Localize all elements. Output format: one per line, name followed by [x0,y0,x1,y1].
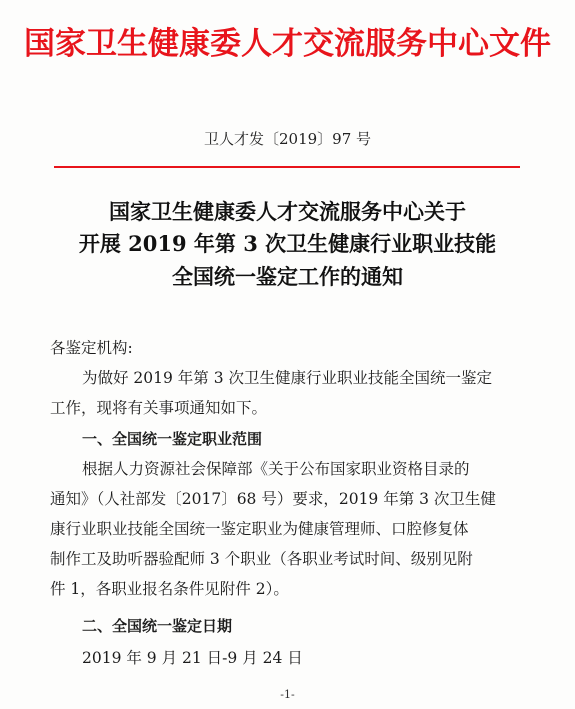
org-file-title: 国家卫生健康委人才交流服务中心文件 [24,26,551,62]
page-number: -1- [280,688,295,701]
red-separator-line [54,166,520,168]
section-1-line-2: 通知》（人社部发〔2017〕68 号）要求，2019 年第 3 次卫生健 [50,490,496,508]
section-1-line-1: 根据人力资源社会保障部《关于公布国家职业资格目录的 [82,460,470,478]
intro-line-2: 工作，现将有关事项通知如下。 [50,399,268,417]
section-2-heading: 二、全国统一鉴定日期 [82,617,233,635]
intro-line-1: 为做好 2019 年第 3 次卫生健康行业职业技能全国统一鉴定 [82,369,493,387]
section-2-line-1: 2019 年 9 月 21 日-9 月 24 日 [82,649,303,667]
document-number: 卫人才发〔2019〕97 号 [203,130,372,148]
salutation: 各鉴定机构: [50,339,133,357]
section-1-line-3: 康行业职业技能全国统一鉴定职业为健康管理师、口腔修复体 [50,520,469,538]
notice-title-line-1: 国家卫生健康委人才交流服务中心关于 [109,199,466,224]
section-1-heading: 一、全国统一鉴定职业范围 [82,430,263,448]
section-1-line-4: 制作工及助听器验配师 3 个职业（各职业考试时间、级别见附 [50,550,473,568]
notice-title-line-2: 开展 2019 年第 3 次卫生健康行业职业技能 [78,231,497,256]
notice-title-line-3: 全国统一鉴定工作的通知 [172,264,403,289]
section-1-line-5: 件 1，各职业报名条件见附件 2）。 [50,580,289,598]
